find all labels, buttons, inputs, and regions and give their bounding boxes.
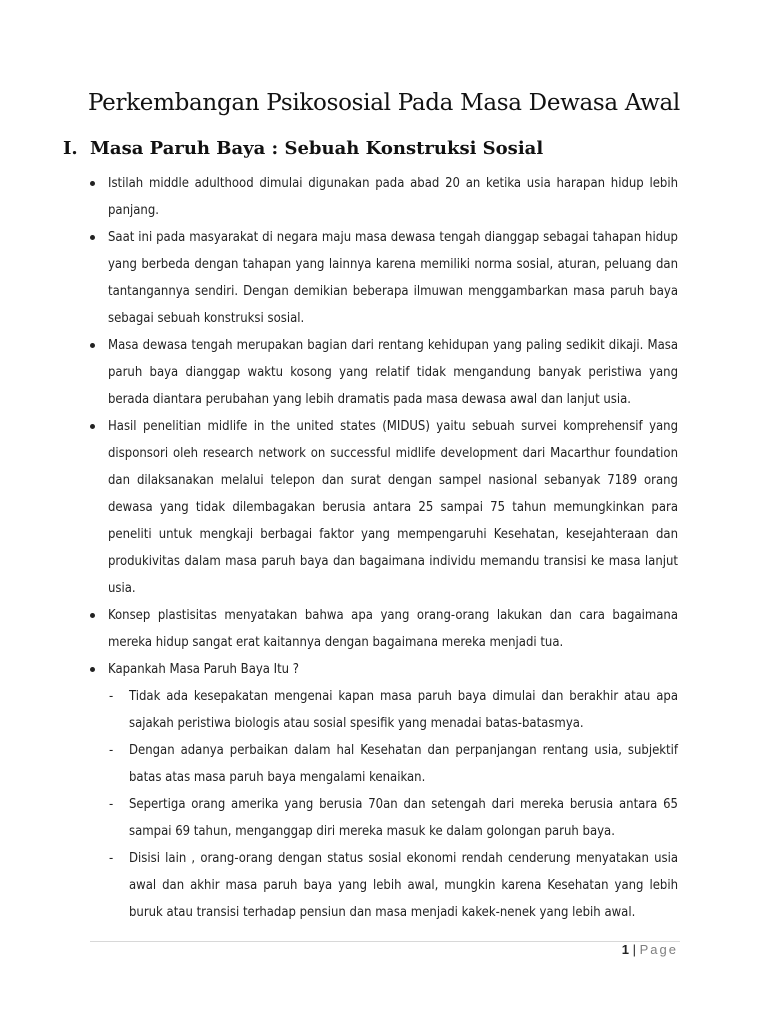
section-number: I.: [63, 138, 78, 159]
page-separator: |: [632, 942, 636, 957]
bullet-dot-icon: [90, 343, 95, 348]
bullet-list: [90, 170, 678, 926]
dash-marker: -: [109, 797, 114, 812]
bullet-text: Masa dewasa tengah merupakan bagian dari rentang kehidupan yang paling sedikit dikaji. Masa paruh baya dianggap waktu kosong yang relatif tidak mengandung banyak peristiwa yang berada diantara perubahan yang lebih dramatis pada masa dewasa awal dan lanjut usia.: [108, 338, 678, 407]
bullet-item: [90, 413, 678, 602]
sub-item-text: Disisi lain , orang-orang dengan status sosial ekonomi rendah cenderung menyatakan usia awal dan akhir masa paruh baya yang lebih awal, mungkin karena Kesehatan yang lebih buruk atau transisi terhadap pensiun dan masa menjadi kakek-nenek yang lebih awal.: [129, 851, 678, 920]
bullet-dot-icon: [90, 424, 95, 429]
bullet-dot-icon: [90, 235, 95, 240]
sub-item-text: Tidak ada kesepakatan mengenai kapan masa paruh baya dimulai dan berakhir atau apa sajakah peristiwa biologis atau sosial spesifik yang menadai batas-batasmya.: [129, 689, 678, 731]
sub-item-text: Dengan adanya perbaikan dalam hal Kesehatan dan perpanjangan rentang usia, subjektif batas atas masa paruh baya mengalami kenaikan.: [129, 743, 678, 785]
bullet-item: [90, 332, 678, 413]
bullet-dot-icon: [90, 181, 95, 186]
bullet-dot-icon: [90, 613, 95, 618]
bullet-text: Istilah middle adulthood dimulai digunakan pada abad 20 an ketika usia harapan hidup lebih panjang.: [108, 176, 678, 218]
page-label: Page: [639, 942, 678, 957]
bullet-text: Hasil penelitian midlife in the united states (MIDUS) yaitu sebuah survei komprehensif yang disponsori oleh research network on successful midlife development dari Macarthur foundation dan dilaksanakan melalui telepon dan surat dengan sampel nasional sebanyak 7189 orang dewasa yang tidak dilembagakan berusia antara 25 sampai 75 tahun memungkinkan para peneliti untuk mengkaji berbagai faktor yang mempengaruhi Kesehatan, kesejahteraan dan produkivitas dalam masa paruh baya dan bagaimana individu memandu transisi ke masa lanjut usia.: [108, 419, 678, 596]
bullet-dot-icon: [90, 667, 95, 672]
dash-marker: -: [109, 743, 114, 758]
bullet-item: [90, 602, 678, 656]
bullet-text: Konsep plastisitas menyatakan bahwa apa yang orang-orang lakukan dan cara bagaimana mereka hidup sangat erat kaitannya dengan bagaimana mereka menjadi tua.: [108, 608, 678, 650]
dash-marker: -: [109, 851, 114, 866]
dash-marker: -: [109, 689, 114, 704]
sub-list-item: [108, 791, 678, 845]
bullet-text: Saat ini pada masyarakat di negara maju masa dewasa tengah dianggap sebagai tahapan hidup yang berbeda dengan tahapan yang lainnya karena memiliki norma sosial, aturan, peluang dan tantangannya sendiri. Dengan demikian beberapa ilmuwan menggambarkan masa paruh baya sebagai sebuah konstruksi sosial.: [108, 230, 678, 326]
sub-list-item: [108, 737, 678, 791]
bullet-item: [90, 224, 678, 332]
sub-list-item: [108, 683, 678, 737]
bullet-item: [90, 656, 678, 926]
page-number: 1: [621, 942, 629, 957]
sub-list: [108, 683, 678, 926]
bullet-item: [90, 170, 678, 224]
sub-list-item: [108, 845, 678, 926]
section-heading: [63, 138, 543, 159]
bullet-text: Kapankah Masa Paruh Baya Itu ?: [108, 662, 300, 677]
sub-item-text: Sepertiga orang amerika yang berusia 70an dan setengah dari mereka berusia antara 65 sampai 69 tahun, menganggap diri mereka masuk ke dalam golongan paruh baya.: [129, 797, 678, 839]
footer-divider: [90, 941, 680, 942]
page-number-footer: [622, 942, 678, 957]
document-title: Perkembangan Psikososial Pada Masa Dewasa Awal: [87, 90, 680, 116]
section-heading-text: Masa Paruh Baya : Sebuah Konstruksi Sosial: [90, 138, 544, 159]
